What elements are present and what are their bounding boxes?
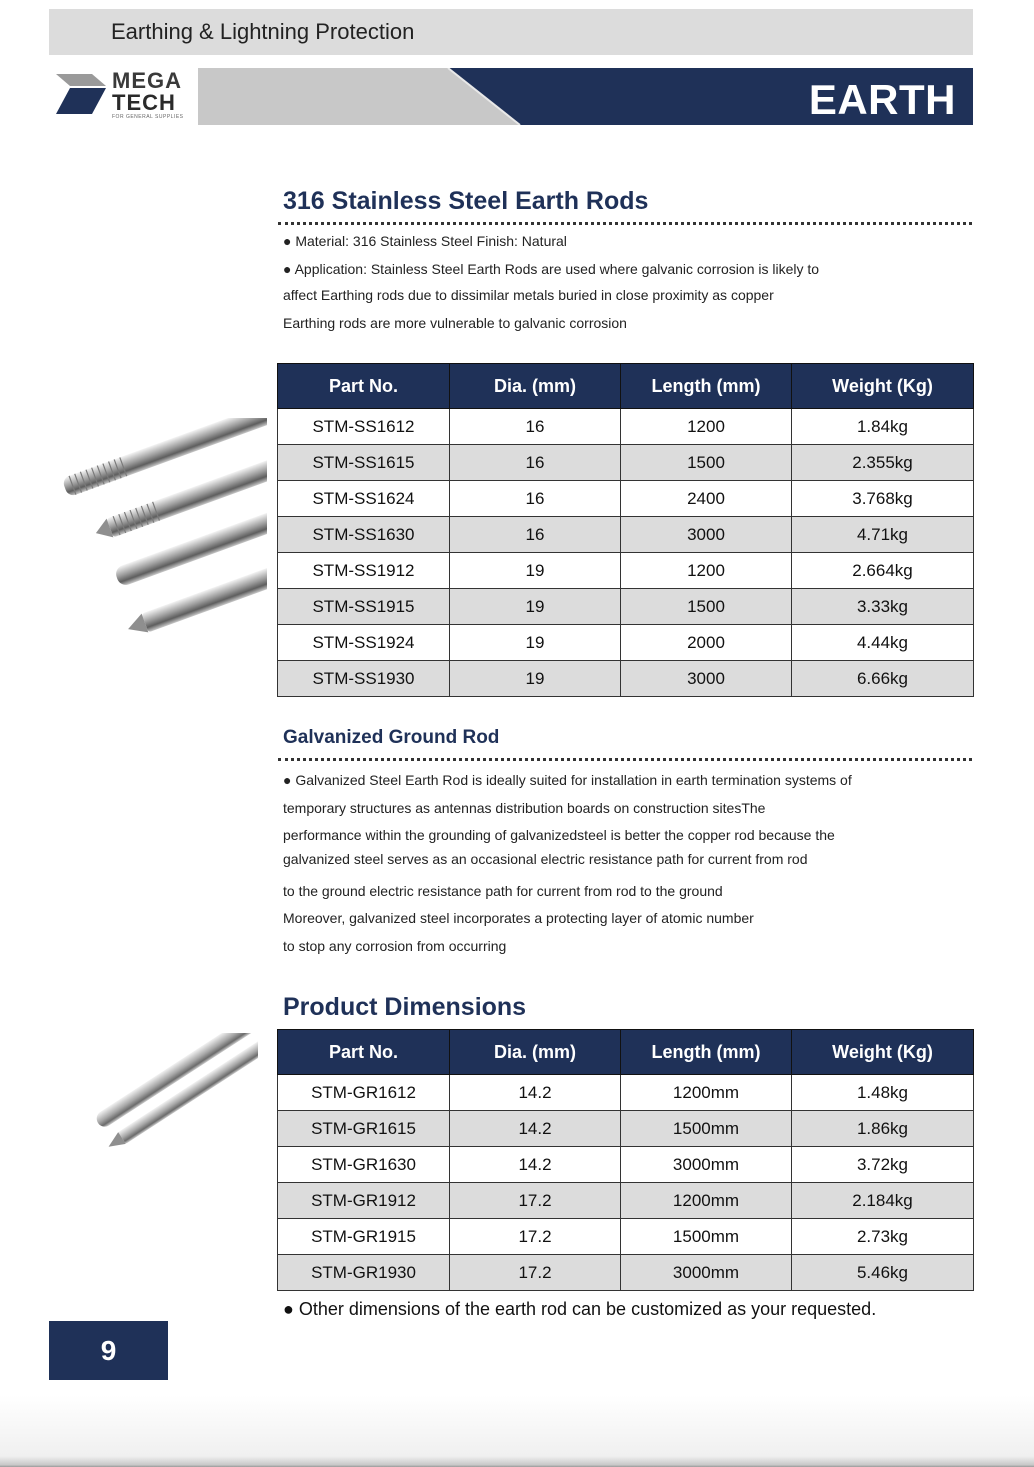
table-row xyxy=(278,445,974,481)
cell-length: 1200mm xyxy=(621,1183,792,1219)
col-length: Length (mm) xyxy=(621,1030,792,1075)
cell-weight: 2.184kg xyxy=(792,1183,974,1219)
company-logo xyxy=(54,70,194,122)
logo-word-mega: MEGA xyxy=(112,68,182,93)
cell-dia: 14.2 xyxy=(450,1075,621,1111)
category-label: Earthing & Lightning Protection xyxy=(111,19,415,44)
cell-part-no: STM-GR1612 xyxy=(278,1075,450,1111)
section-heading-galvanized: Galvanized Ground Rod xyxy=(283,727,500,748)
cell-length: 3000mm xyxy=(621,1255,792,1291)
cell-part-no: STM-GR1630 xyxy=(278,1147,450,1183)
cell-part-no: STM-SS1915 xyxy=(278,589,450,625)
cell-part-no: STM-GR1915 xyxy=(278,1219,450,1255)
stainless-rod-table xyxy=(277,363,974,697)
cell-length: 2400 xyxy=(621,481,792,517)
table-row xyxy=(278,481,974,517)
desc-line: performance within the grounding of galvanizedsteel is better the copper rod because the xyxy=(283,827,835,843)
cell-weight: 3.72kg xyxy=(792,1147,974,1183)
page-title: EARTH ELECTRODES xyxy=(663,76,956,173)
category-bar xyxy=(49,9,973,55)
table-row xyxy=(278,661,974,697)
cell-weight: 2.664kg xyxy=(792,553,974,589)
logo-chevron-icon xyxy=(54,72,110,116)
col-dia: Dia. (mm) xyxy=(450,1030,621,1075)
cell-part-no: STM-SS1612 xyxy=(278,409,450,445)
table-row xyxy=(278,409,974,445)
galvanized-rod-table xyxy=(277,1029,974,1291)
cell-length: 1500 xyxy=(621,589,792,625)
cell-dia: 17.2 xyxy=(450,1183,621,1219)
table-header-row xyxy=(278,1030,974,1075)
cell-weight: 2.73kg xyxy=(792,1219,974,1255)
table-row xyxy=(278,1075,974,1111)
desc-line: Moreover, galvanized steel incorporates a protecting layer of atomic number xyxy=(283,910,754,926)
col-part-no: Part No. xyxy=(278,1030,450,1075)
cell-part-no: STM-GR1930 xyxy=(278,1255,450,1291)
col-part-no: Part No. xyxy=(278,364,450,409)
cell-part-no: STM-SS1924 xyxy=(278,625,450,661)
desc-line: to the ground electric resistance path for current from rod to the ground xyxy=(283,883,723,899)
cell-length: 1500mm xyxy=(621,1219,792,1255)
col-weight: Weight (Kg) xyxy=(792,1030,974,1075)
cell-weight: 3.768kg xyxy=(792,481,974,517)
table-row xyxy=(278,1147,974,1183)
section-heading-dimensions: Product Dimensions xyxy=(283,993,527,1021)
cell-weight: 1.84kg xyxy=(792,409,974,445)
cell-weight: 4.44kg xyxy=(792,625,974,661)
cell-length: 1200mm xyxy=(621,1075,792,1111)
cell-part-no: STM-GR1615 xyxy=(278,1111,450,1147)
cell-part-no: STM-GR1912 xyxy=(278,1183,450,1219)
cell-dia: 19 xyxy=(450,589,621,625)
cell-dia: 14.2 xyxy=(450,1147,621,1183)
cell-length: 1200 xyxy=(621,409,792,445)
cell-dia: 14.2 xyxy=(450,1111,621,1147)
cell-part-no: STM-SS1615 xyxy=(278,445,450,481)
cell-dia: 17.2 xyxy=(450,1255,621,1291)
cell-weight: 2.355kg xyxy=(792,445,974,481)
cell-length: 3000 xyxy=(621,661,792,697)
custom-dimensions-note: ● Other dimensions of the earth rod can be customized as your requested. xyxy=(283,1299,877,1319)
stainless-rods-image xyxy=(55,418,267,638)
spec-line: affect Earthing rods due to dissimilar metals buried in close proximity as copper xyxy=(283,287,774,303)
table-row xyxy=(278,625,974,661)
cell-length: 1200 xyxy=(621,553,792,589)
dotted-divider xyxy=(278,758,972,761)
table-row xyxy=(278,1219,974,1255)
galvanized-rods-image xyxy=(62,1033,258,1173)
cell-weight: 5.46kg xyxy=(792,1255,974,1291)
table-row xyxy=(278,589,974,625)
cell-dia: 19 xyxy=(450,553,621,589)
cell-dia: 19 xyxy=(450,661,621,697)
table-row xyxy=(278,1111,974,1147)
cell-length: 1500mm xyxy=(621,1111,792,1147)
cell-length: 3000 xyxy=(621,517,792,553)
cell-length: 2000 xyxy=(621,625,792,661)
logo-tagline: FOR GENERAL SUPPLIES xyxy=(112,114,184,120)
cell-part-no: STM-SS1930 xyxy=(278,661,450,697)
page-bottom-edge xyxy=(0,1395,1034,1467)
table-row xyxy=(278,1255,974,1291)
page-number: 9 xyxy=(49,1321,168,1380)
cell-dia: 16 xyxy=(450,409,621,445)
cell-weight: 1.86kg xyxy=(792,1111,974,1147)
spec-line: Earthing rods are more vulnerable to galvanic corrosion xyxy=(283,315,627,331)
cell-dia: 17.2 xyxy=(450,1219,621,1255)
cell-weight: 6.66kg xyxy=(792,661,974,697)
cell-dia: 16 xyxy=(450,445,621,481)
cell-dia: 16 xyxy=(450,517,621,553)
table-row xyxy=(278,553,974,589)
desc-line: temporary structures as antennas distribution boards on construction sitesThe xyxy=(283,800,766,816)
desc-line: galvanized steel serves as an occasional electric resistance path for current from rod xyxy=(283,851,808,867)
cell-dia: 16 xyxy=(450,481,621,517)
section-heading-stainless: 316 Stainless Steel Earth Rods xyxy=(283,187,649,215)
cell-part-no: STM-SS1912 xyxy=(278,553,450,589)
col-dia: Dia. (mm) xyxy=(450,364,621,409)
cell-dia: 19 xyxy=(450,625,621,661)
spec-line: ● Application: Stainless Steel Earth Rods are used where galvanic corrosion is likely to xyxy=(283,261,820,277)
cell-length: 1500 xyxy=(621,445,792,481)
desc-line: to stop any corrosion from occurring xyxy=(283,938,507,954)
col-weight: Weight (Kg) xyxy=(792,364,974,409)
table-row xyxy=(278,517,974,553)
cell-weight: 1.48kg xyxy=(792,1075,974,1111)
col-length: Length (mm) xyxy=(621,364,792,409)
spec-line: ● Material: 316 Stainless Steel Finish: Natural xyxy=(283,233,567,249)
cell-part-no: STM-SS1630 xyxy=(278,517,450,553)
cell-length: 3000mm xyxy=(621,1147,792,1183)
desc-line: ● Galvanized Steel Earth Rod is ideally suited for installation in earth termination systems of xyxy=(283,772,852,788)
cell-part-no: STM-SS1624 xyxy=(278,481,450,517)
logo-word-tech: TECH xyxy=(112,90,176,115)
cell-weight: 3.33kg xyxy=(792,589,974,625)
table-header-row xyxy=(278,364,974,409)
dotted-divider xyxy=(278,222,972,225)
table-row xyxy=(278,1183,974,1219)
cell-weight: 4.71kg xyxy=(792,517,974,553)
